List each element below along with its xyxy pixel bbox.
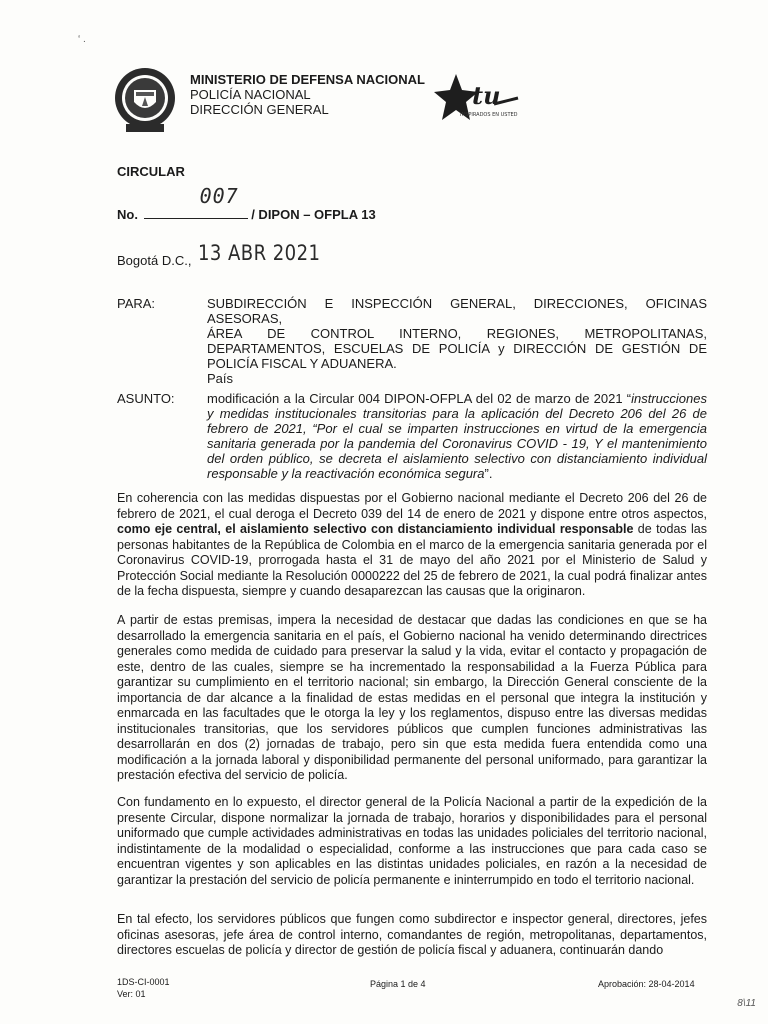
footer-approval: Aprobación: 28-04-2014 [598, 979, 695, 989]
police-seal-icon [112, 64, 178, 136]
footer-page: Página 1 de 4 [370, 979, 426, 989]
asunto-italic: instrucciones y medidas institucionales transitorias para la aplicación del Decreto 206 del 26 de febrero de 2021, “Por el cual se imparten instrucciones en virtud de la emergencia sanitaria generada por la pandemia del Coronavirus COVID - 19, Y el mantenimiento del orden público, se decreta el aislamiento selectivo con distanciamiento individual responsable y la reactivación económica segura [207, 391, 707, 481]
para-label: PARA: [117, 296, 156, 311]
asunto-label: ASUNTO: [117, 391, 175, 406]
date-stamp: 13 ABR 2021 [198, 241, 321, 265]
p1-text: En coherencia con las medidas dispuestas por el Gobierno nacional mediante el Decreto 206 del 26 de febrero de 2021, el cual deroga el Decreto 039 del 14 de enero de 2021 y dispone entre otros aspectos, [117, 491, 707, 521]
corner-mark: 8\11 [737, 998, 756, 1009]
place-label: Bogotá D.C., [117, 253, 192, 268]
p1-text-end: de todas las personas habitantes de la República de Colombia en el marco de la emergencia sanitaria generada por el Coronavirus COVID-19, prorrogada hasta el 31 de mayo del año 2021 por el Ministerio de Salud y Protección Social mediante la Resolución 0000222 del 25 de febrero de 2021, la cual podrá finalizar antes de la fecha dispuesta, siempre y cuando desaparezcan las causas que la originaron. [117, 522, 707, 598]
footer-version: Ver: 01 [117, 989, 146, 999]
p1-bold: como eje central, el aislamiento selectivo con distanciamiento individual responsable [117, 522, 634, 536]
asunto-text [207, 391, 707, 481]
footer-code: 1DS-CI-0001 [117, 977, 170, 987]
recipients-line: ÁREA DE CONTROL INTERNO, REGIONES, METROPOLITANAS, [207, 326, 707, 341]
star-logo-icon [432, 68, 522, 126]
handwritten-number: 007 [199, 184, 239, 208]
body-paragraph-2: A partir de estas premisas, impera la necesidad de destacar que dadas las condiciones en que se ha desarrollado la emergencia sanitaria en el país, el Gobierno nacional ha venido determinando directrices generales como medida de cuidado para preservar la salud y la vida, evitar el contacto y propagación de este, dentro de las cuales, siempre se ha incrementado la responsabilidad a la Fuerza Pública para garantizar su cumplimiento en el territorio nacional; sin embargo, la Dirección General consciente de la importancia de dar alcance a la finalidad de estas medidas en el personal que integra la institución y enmarcada en las facultades que le otorga la ley y los reglamentos, dispuso entre las diversas medidas institucionales transitorias, que los servidores públicos que cumplen funciones administrativas las desarrollarán en dos (2) jornadas de trabajo, pero sin que esta medida fuera entendida como una modificación a la jornada laboral y disponibilidad permanente del personal uniformado, para garantizar la prestación efectiva del servicio de policía. [117, 613, 707, 782]
recipients-line: DEPARTAMENTOS, ESCUELAS DE POLICÍA y DIRECCIÓN DE GESTIÓN DE [207, 341, 707, 356]
para-recipients [207, 296, 707, 386]
number-suffix: / DIPON – OFPLA 13 [251, 207, 376, 222]
asunto-intro: modificación a la Circular 004 DIPON-OFPLA del 02 de marzo de 2021 “ [207, 391, 632, 406]
police-name: POLICÍA NACIONAL [190, 87, 311, 102]
body-paragraph-4: En tal efecto, los servidores públicos que fungen como subdirector e inspector general, directores, jefes oficinas asesoras, jefe área de control interno, comandantes de región, metropolitanas, departamentos, directores escuelas de policía y director de gestión de policía fiscal y aduanera, continuarán dando [117, 912, 707, 957]
recipients-line: SUBDIRECCIÓN E INSPECCIÓN GENERAL, DIRECCIONES, OFICINAS ASESORAS, [207, 296, 707, 326]
logo-tagline: INSPIRADOS EN USTED [460, 112, 518, 118]
recipients-line: POLICÍA FISCAL Y ADUANERA. [207, 356, 397, 371]
scan-speck: ‘ . [78, 34, 86, 45]
number-prefix: No. [117, 207, 138, 222]
document-type: CIRCULAR [117, 164, 185, 179]
body-paragraph-3: Con fundamento en lo expuesto, el director general de la Policía Nacional a partir de la expedición de la presente Circular, dispone normalizar la jornada de trabajo, horarios y disponibilidades para el personal uniformado que cumple actividades administrativas en todas las unidades policiales del territorio nacional, indistintamente de la modalidad o especialidad, conforme a las instrucciones que para cada caso se encuentran vigentes y son aplicables en las distintas unidades policiales, en razón a la necesidad de garantizar la prestación del servicio de policía permanente e ininterrumpido en todo el territorio nacional. [117, 795, 707, 887]
body-paragraph-1 [117, 491, 707, 600]
logo-text: tu [472, 81, 501, 110]
circular-number [117, 184, 376, 222]
direction-name: DIRECCIÓN GENERAL [190, 102, 329, 117]
ministry-header [190, 72, 425, 117]
asunto-end: ”. [484, 466, 493, 481]
recipients-country: País [207, 371, 234, 386]
ministry-name: MINISTERIO DE DEFENSA NACIONAL [190, 72, 425, 87]
number-blank [144, 184, 248, 219]
